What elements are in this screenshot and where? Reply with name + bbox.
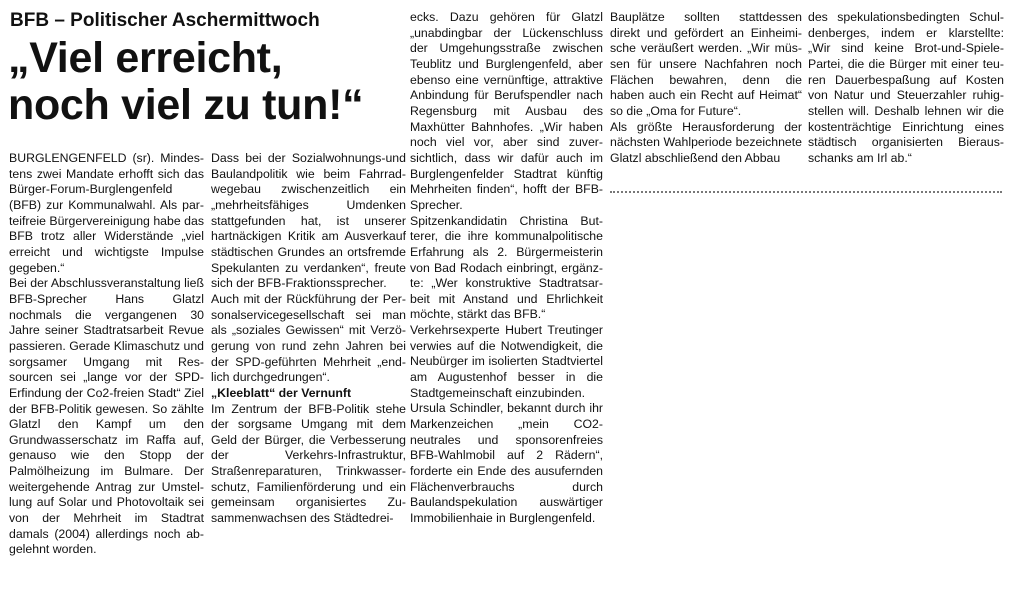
article-subheading: „Kleeblatt“ der Vernunft xyxy=(211,385,352,400)
paragraph: Als größte Herausforderung der nächsten Wahlperiode bezeichnete Glatzl abschließend den Abbau xyxy=(610,119,802,165)
paragraph: Auch mit der Rückführung der Personalservicegesellschaft sei man als „soziales Gewissen“ mit Verzögerung von rund zehn Jahren bei der SPD-geführten Mehrheit „endlich durchgedrungen“. xyxy=(211,291,406,385)
paragraph: ecks. Dazu gehören für Glatzl „unabdingbar der Lückenschluss der Umgehungsstraße zwischen Teublitz und Burglengenfeld, aber ebenso eine vernünftige, attraktive Anbindung für Berufspendler nach Regensburg mit Ausbau des Maxhütter Bahnhofes. „Wir haben noch viel vor, aber sind zuversichtlich, dass wir dafür auch im Burglengenfelder Stadtrat künftig Mehrheiten finden“, hofft der BFB-Sprecher. xyxy=(410,10,603,212)
text-column-1 xyxy=(9,151,204,589)
text-column-2 xyxy=(211,151,406,589)
article-kicker: BFB – Politischer Aschermittwoch xyxy=(10,10,320,31)
dotted-end-divider xyxy=(610,191,1002,193)
text-column-4 xyxy=(610,10,802,180)
paragraph: Bei der Abschlussveranstaltung ließ BFB-Sprecher Hans Glatzl nochmals die vergangenen 30 Jahre seiner Stadtratsarbeit Revue passieren. Gerade Klimaschutz und sorgsamer Umgang mit Ressourcen sei „lange vor der SPD-Erfindung der Co2-freien Stadt“ Ziel der BFB-Politik gewesen. So zählte Glatzl den Kampf um den Grundwasserschatz im Raffa auf, genauso wie den Stopp der Palmölheizung im Bulmare. Der weitergehende Antrag zur Umstellung auf Solar und Photovoltaik sei von der Mehrheit im Stadtrat damals (2004) allerdings noch abgelehnt worden. xyxy=(9,276,204,557)
paragraph: des spekulationsbedingten Schuldenberges, indem er klarstellte: „Wir sind keine Brot-und-Spiele-Partei, die die Bürger mit einer teuren Dauerbespaßung auf Kosten von Natur und Steuerzahler ruhigstellen will. Deshalb lehnen wir die kostenträchtige Einrichtung eines städtisch organisierten Bierausschanks am Irl ab.“ xyxy=(808,10,1004,165)
paragraph: BURGLENGENFELD (sr). Mindestens zwei Mandate erhofft sich das Bürger-Forum-Burglengenfeld (BFB) zur Kommunalwahl. Als parteifreie Bürgervereinigung habe das BFB trotz aller Widerstände „viel erreicht und wichtigste Impulse gegeben.“ xyxy=(9,151,204,275)
paragraph: Ursula Schindler, bekannt durch ihr Markenzeichen „mein CO2-neutrales und sponsorenfreies BFB-Wahlmobil auf 2 Rädern“, forderte ein Ende des ausufernden Flächenverbrauchs durch Baulandspekulation auswärtiger Immobilienhaie in Burglengenfeld. xyxy=(410,401,603,525)
paragraph: Spitzenkandidatin Christina Butterer, die ihre kommunalpolitische Erfahrung als 2. Bürgermeisterin von Bad Rodach einbringt, ergänzte: „Wer konstruktive Stadtratsarbeit mit Anstand und Ehrlichkeit möchte, stärkt das BFB.“ xyxy=(410,213,603,322)
paragraph: Dass bei der Sozialwohnungs-und Baulandpolitik wie beim Fahrradwegebau zwischenzeitlich ein „mehrheitsfähiges Umdenken stattgefunden hat, ist unserer hartnäckigen Kritik am Ausverkauf städtischen Grundes an ortsfremde Spekulanten zu verdanken“, freute sich der BFB-Fraktionssprecher. xyxy=(211,151,406,291)
text-column-5 xyxy=(808,10,1004,180)
headline-line-2: noch viel zu tun!“ xyxy=(8,81,364,129)
paragraph: Bauplätze sollten stattdessen direkt und gefördert an Einheimische veräußert werden. „Wir müssen für unsere Nachfahren noch Flächen bewahren, denn die haben auch ein Recht auf Heimat“ so die „Oma for Future“. xyxy=(610,10,802,118)
headline-line-1: „Viel erreicht, xyxy=(8,34,283,82)
article-headline xyxy=(8,35,363,129)
paragraph: Im Zentrum der BFB-Politik stehe der sorgsame Umgang mit dem Geld der Bürger, die Verbesserung der Verkehrs-Infrastruktur, Straßenreparaturen, Trinkwasserschutz, Familienförderung und ein gemeinsam organisiertes Zusammenwachsen des Städtedrei- xyxy=(211,401,406,526)
text-column-3 xyxy=(410,10,603,590)
paragraph: Verkehrsexperte Hubert Treutinger verwies auf die Notwendigkeit, die Neubürger im isolierten Stadtviertel am Augustenhof besser in die Stadtgemeinschaft einzubinden. xyxy=(410,323,603,400)
